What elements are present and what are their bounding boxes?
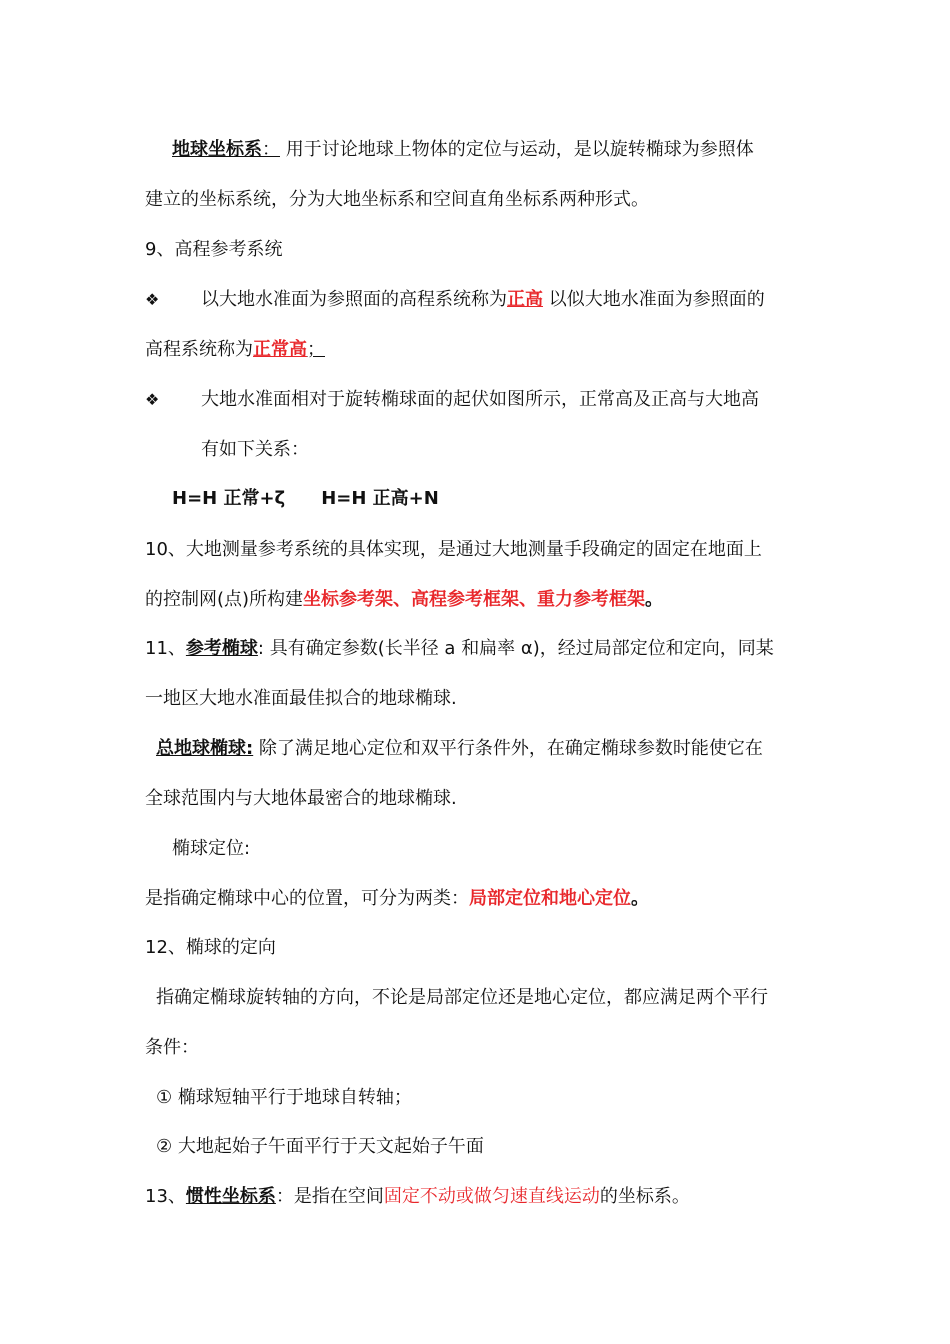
line-normal-height: [145, 337, 325, 363]
line-text: : 具有确定参数(长半径 a 和扁率 α)，经过局部定位和定向，同某: [257, 638, 774, 659]
line-text: ；: [307, 339, 325, 360]
item-number: 13、: [145, 1186, 186, 1207]
line-text: 。: [645, 589, 664, 610]
line-reference-frames: [145, 587, 663, 613]
red-term-reference-frames: 坐标参考架、高程参考框架、重力参考框架: [303, 589, 646, 610]
bullet-icon: ❖: [145, 390, 160, 409]
bullet-line-geoid: [145, 387, 759, 413]
term-total-earth-ellipsoid: 总地球椭球:: [156, 738, 254, 759]
condition-2: ② 大地起始子午面平行于天文起始子午面: [156, 1136, 484, 1157]
line-text: 高程系统称为: [145, 339, 253, 360]
line-text: 有如下关系：: [201, 439, 309, 460]
formula-orthometric-height: H=H 正高+N: [321, 488, 439, 509]
line-text: 条件：: [145, 1037, 199, 1058]
line-text: 全球范围内与大地体最密合的地球椭球.: [145, 788, 457, 809]
term-earth-coordinate-system: 地球坐标系: [172, 139, 262, 160]
item-number: 11、: [145, 638, 186, 659]
line-text: 是指确定椭球中心的位置，可分为两类：: [145, 888, 469, 909]
label-ellipsoid-positioning: 椭球定位:: [172, 838, 251, 859]
line-text: 指确定椭球旋转轴的方向，不论是局部定位还是地心定位，都应满足两个平行: [156, 987, 768, 1008]
heading-13: [145, 1184, 690, 1210]
red-term-orthometric-height: 正高: [507, 289, 543, 310]
line-text: 大地水准面相对于旋转椭球面的起伏如图所示，正常高及正高与大地高: [201, 389, 759, 410]
formula-normal-height: H=H 正常+ζ: [172, 488, 286, 509]
bullet-line-orthometric: [145, 287, 765, 313]
line-text: 。: [631, 888, 649, 909]
line-text: 建立的坐标系统，分为大地坐标系和空间直角坐标系两种形式。: [145, 189, 649, 210]
term-colon: ：: [262, 139, 280, 160]
heading-12: 12、椭球的定向: [145, 937, 276, 958]
line-positioning-types: [145, 886, 649, 912]
line-text: 除了满足地心定位和双平行条件外，在确定椭球参数时能使它在: [253, 738, 763, 759]
line-text: 的控制网(点)所构建: [145, 589, 304, 610]
heading-10: 10、大地测量参考系统的具体实现，是通过大地测量手段确定的固定在地面上: [145, 539, 762, 560]
term-inertial-coordinate-system: 惯性坐标系: [185, 1186, 276, 1207]
line-text: 以似大地水准面为参照面的: [548, 289, 765, 310]
line-earth-coordinate-system: [172, 137, 754, 163]
line-text: 的坐标系。: [599, 1186, 690, 1207]
formula-line: [172, 486, 439, 512]
line-total-earth-ellipsoid: [156, 736, 763, 762]
line-text: ：是指在空间: [275, 1186, 384, 1207]
red-term-inertial: 固定不动或做匀速直线运动: [383, 1186, 600, 1207]
heading-11: [145, 636, 774, 662]
red-term-positioning: 局部定位和地心定位: [469, 888, 631, 909]
line-text: 一地区大地水准面最佳拟合的地球椭球.: [145, 688, 457, 709]
term-reference-ellipsoid: 参考椭球: [185, 638, 258, 659]
condition-1: ① 椭球短轴平行于地球自转轴；: [156, 1087, 412, 1108]
heading-9: 9、高程参考系统: [145, 239, 283, 260]
bullet-icon: ❖: [145, 290, 160, 309]
red-term-normal-height: 正常高: [253, 339, 307, 360]
line-text: 用于讨论地球上物体的定位与运动，是以旋转椭球为参照体: [285, 139, 754, 160]
line-text: 以大地水准面为参照面的高程系统称为: [201, 289, 507, 310]
